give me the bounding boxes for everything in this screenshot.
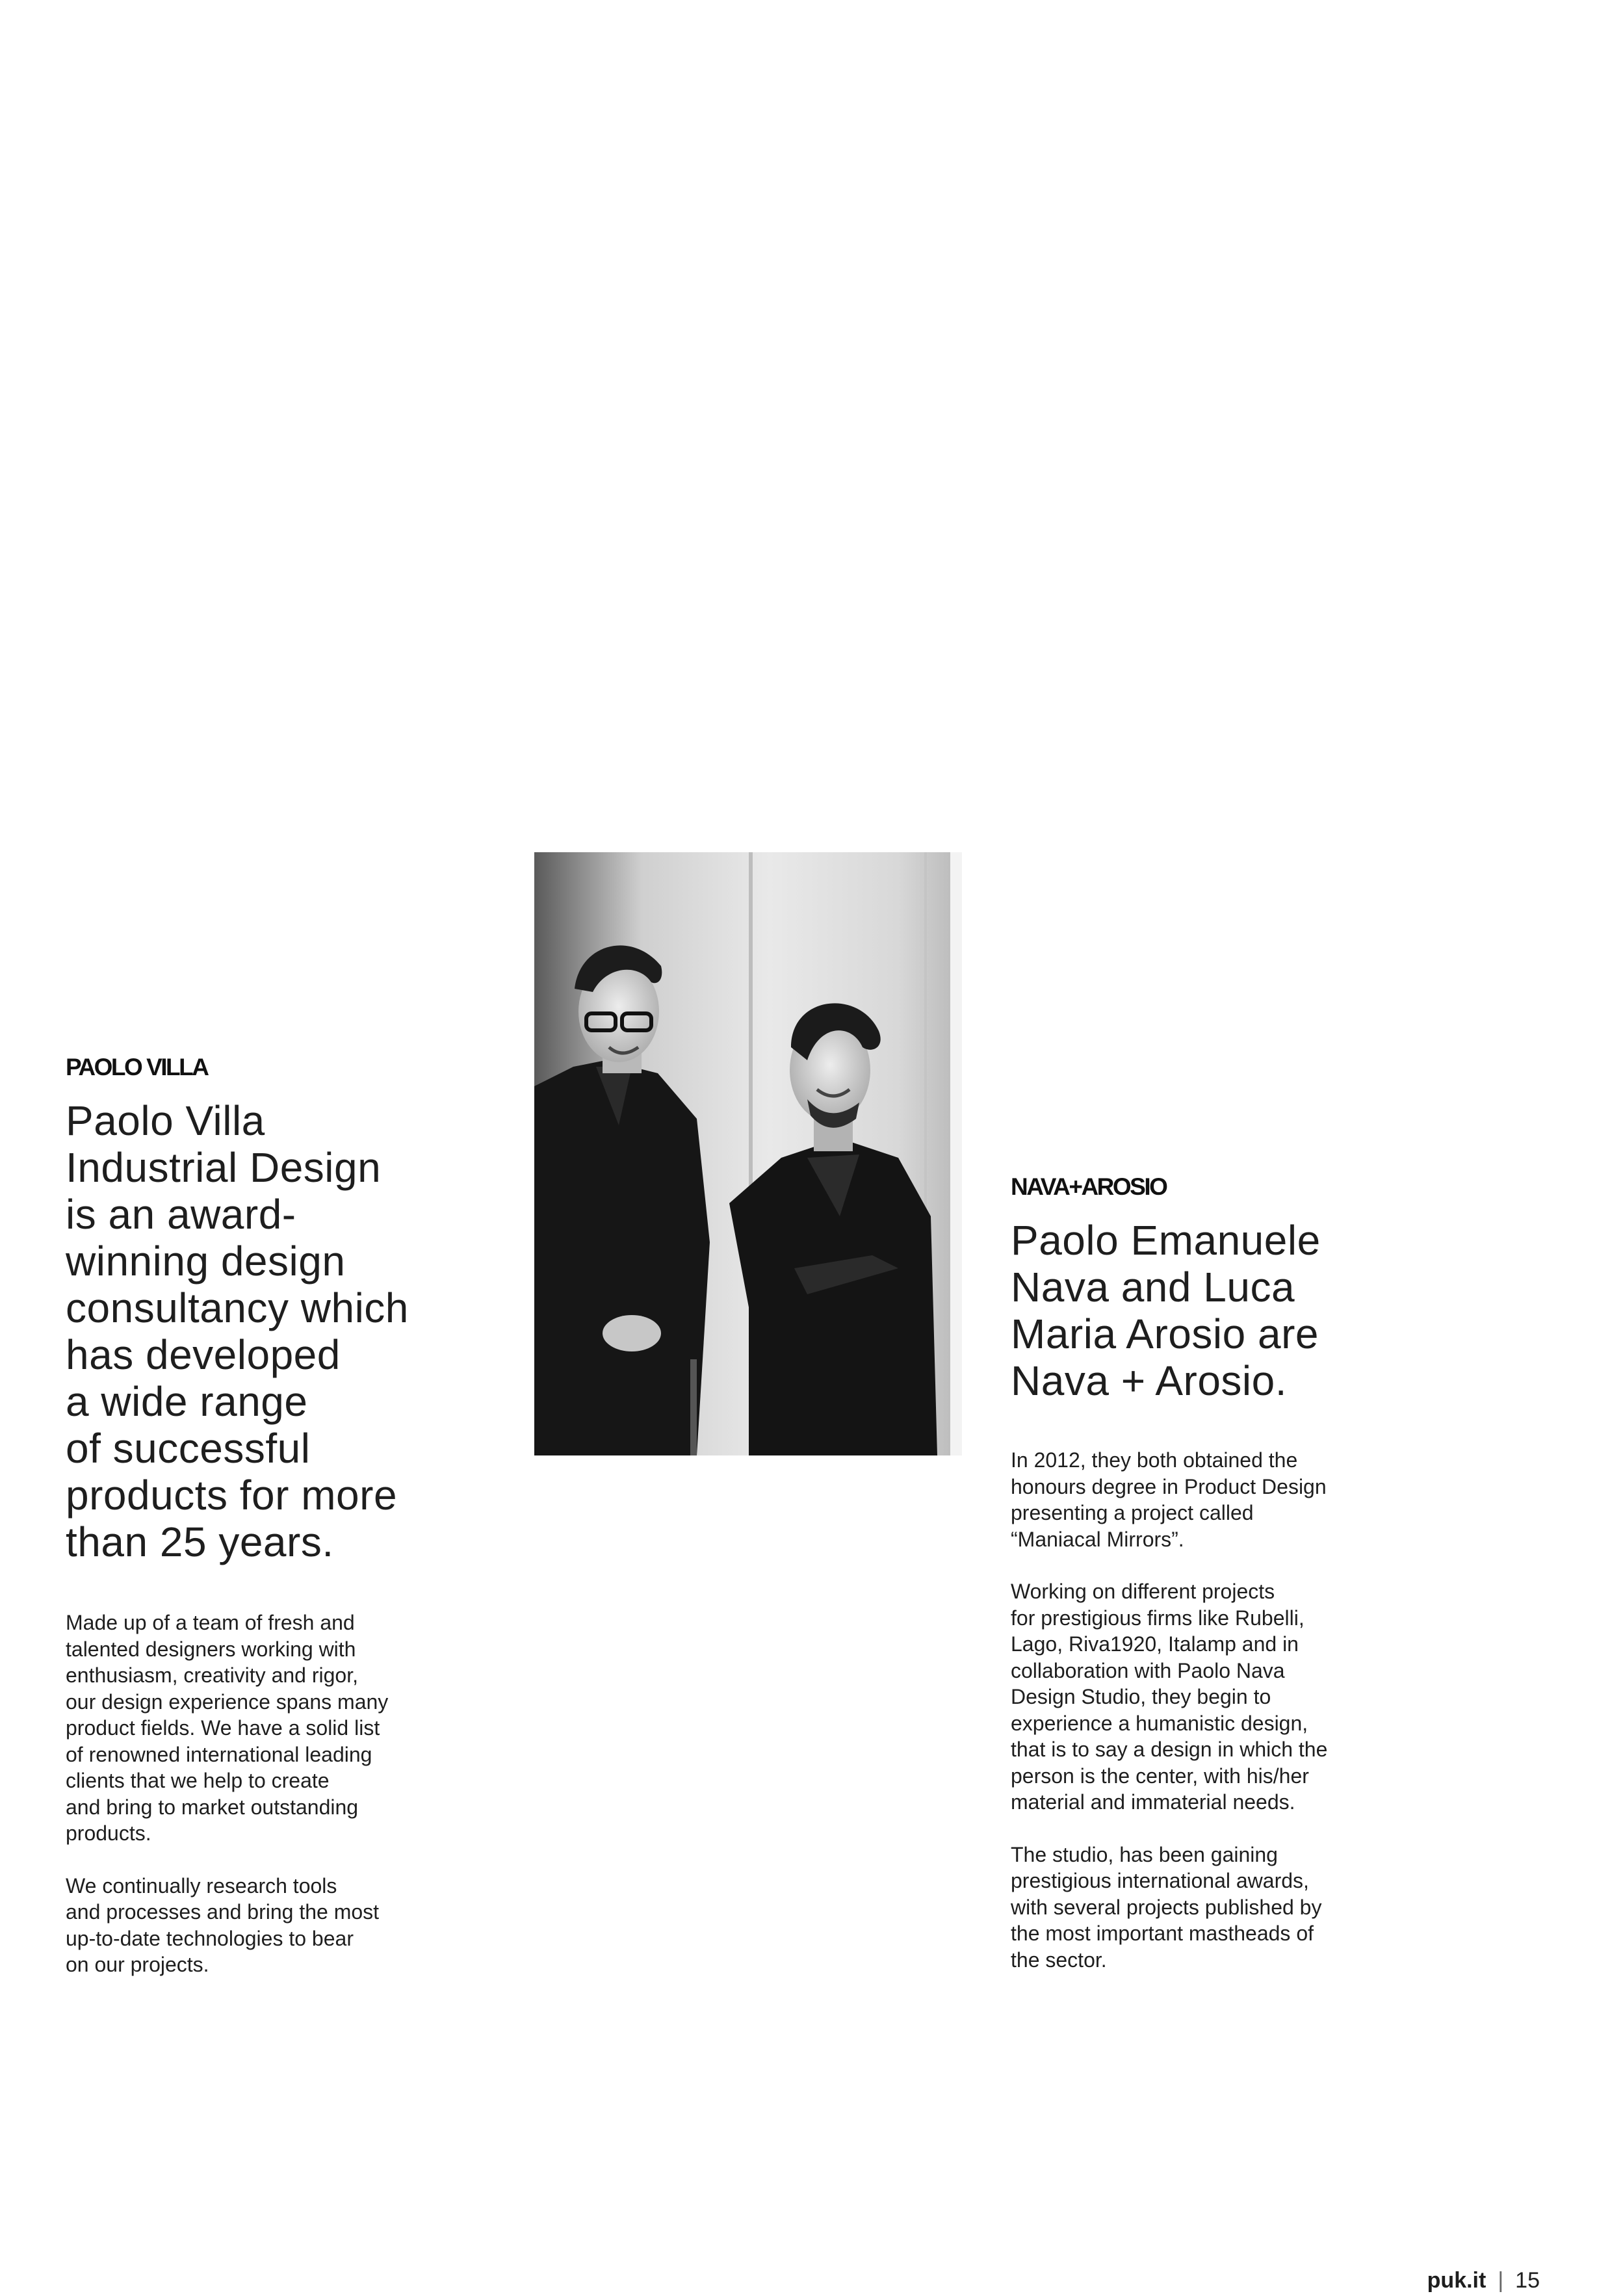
footer-brand-link[interactable]: puk.it [1427, 2268, 1487, 2293]
body-line: material and immaterial needs. [1011, 1790, 1295, 1814]
body-line: talented designers working with [66, 1637, 356, 1661]
section-kicker-paolo-villa: PAOLO VILLA [66, 1054, 208, 1080]
footer-separator: | [1498, 2268, 1504, 2293]
body-line: enthusiasm, creativity and rigor, [66, 1663, 358, 1687]
body-line: our design experience spans many [66, 1689, 389, 1714]
lead-line: Paolo Emanuele [1011, 1217, 1321, 1264]
body-line: product fields. We have a solid list [66, 1716, 380, 1740]
nava-arosio-section [1011, 1174, 1414, 1973]
designers-portrait-photo [534, 852, 962, 1455]
lead-line: consultancy which [66, 1285, 409, 1331]
body-line: honours degree in Product Design [1011, 1474, 1327, 1498]
body-line: up-to-date technologies to bear [66, 1926, 354, 1950]
body-line: on our projects. [66, 1953, 209, 1976]
body-line: In 2012, they both obtained the [1011, 1448, 1298, 1472]
body-line: Made up of a team of fresh and [66, 1611, 355, 1634]
body-line: with several projects published by [1011, 1895, 1322, 1919]
body-line: for prestigious firms like Rubelli, [1011, 1606, 1305, 1630]
body-line: of renowned international leading [66, 1742, 372, 1766]
body-paragraph [1011, 1578, 1414, 1816]
body-paragraph [1011, 1447, 1414, 1552]
body-line: Lago, Riva1920, Italamp and in [1011, 1632, 1299, 1656]
body-line: the most important mastheads of [1011, 1922, 1314, 1945]
lead-line: Nava + Arosio. [1011, 1357, 1287, 1404]
lead-line: a wide range [66, 1378, 308, 1425]
body-line: clients that we help to create [66, 1769, 330, 1792]
body-line: collaboration with Paolo Nava [1011, 1658, 1285, 1682]
body-line: and processes and bring the most [66, 1900, 380, 1924]
body-line: presenting a project called [1011, 1501, 1254, 1524]
body-line: and bring to market outstanding [66, 1795, 359, 1819]
lead-paolo-villa [66, 1097, 482, 1565]
lead-line: is an award- [66, 1191, 296, 1238]
lead-nava-arosio [1011, 1217, 1414, 1404]
lead-line: has developed [66, 1331, 341, 1378]
body-paragraph [66, 1873, 482, 1978]
lead-line: than 25 years. [66, 1519, 334, 1565]
section-kicker-nava-arosio: NAVA+AROSIO [1011, 1173, 1167, 1200]
body-line: experience a humanistic design, [1011, 1711, 1308, 1735]
lead-line: Maria Arosio are [1011, 1311, 1319, 1357]
lead-line: products for more [66, 1472, 398, 1519]
body-line: prestigious international awards, [1011, 1869, 1309, 1892]
body-line: that is to say a design in which the [1011, 1738, 1328, 1761]
body-line: person is the center, with his/her [1011, 1764, 1309, 1788]
body-line: We continually research tools [66, 1873, 337, 1898]
body-line: The studio, has been gaining [1011, 1842, 1278, 1866]
lead-line: Nava and Luca [1011, 1264, 1295, 1311]
lead-line: of successful [66, 1425, 311, 1472]
page-number: 15 [1515, 2268, 1540, 2293]
body-line: Working on different projects [1011, 1580, 1275, 1603]
paolo-villa-section [66, 1054, 482, 1978]
lead-line: Paolo Villa [66, 1097, 265, 1144]
body-line: Design Studio, they begin to [1011, 1685, 1271, 1708]
page-footer [1427, 2267, 1540, 2293]
body-paragraph [1011, 1842, 1414, 1974]
body-line: the sector. [1011, 1948, 1107, 1972]
body-line: products. [66, 1821, 151, 1845]
lead-line: Industrial Design [66, 1144, 382, 1191]
body-line: “Maniacal Mirrors”. [1011, 1527, 1184, 1551]
body-paragraph [66, 1610, 482, 1847]
lead-line: winning design [66, 1238, 346, 1285]
